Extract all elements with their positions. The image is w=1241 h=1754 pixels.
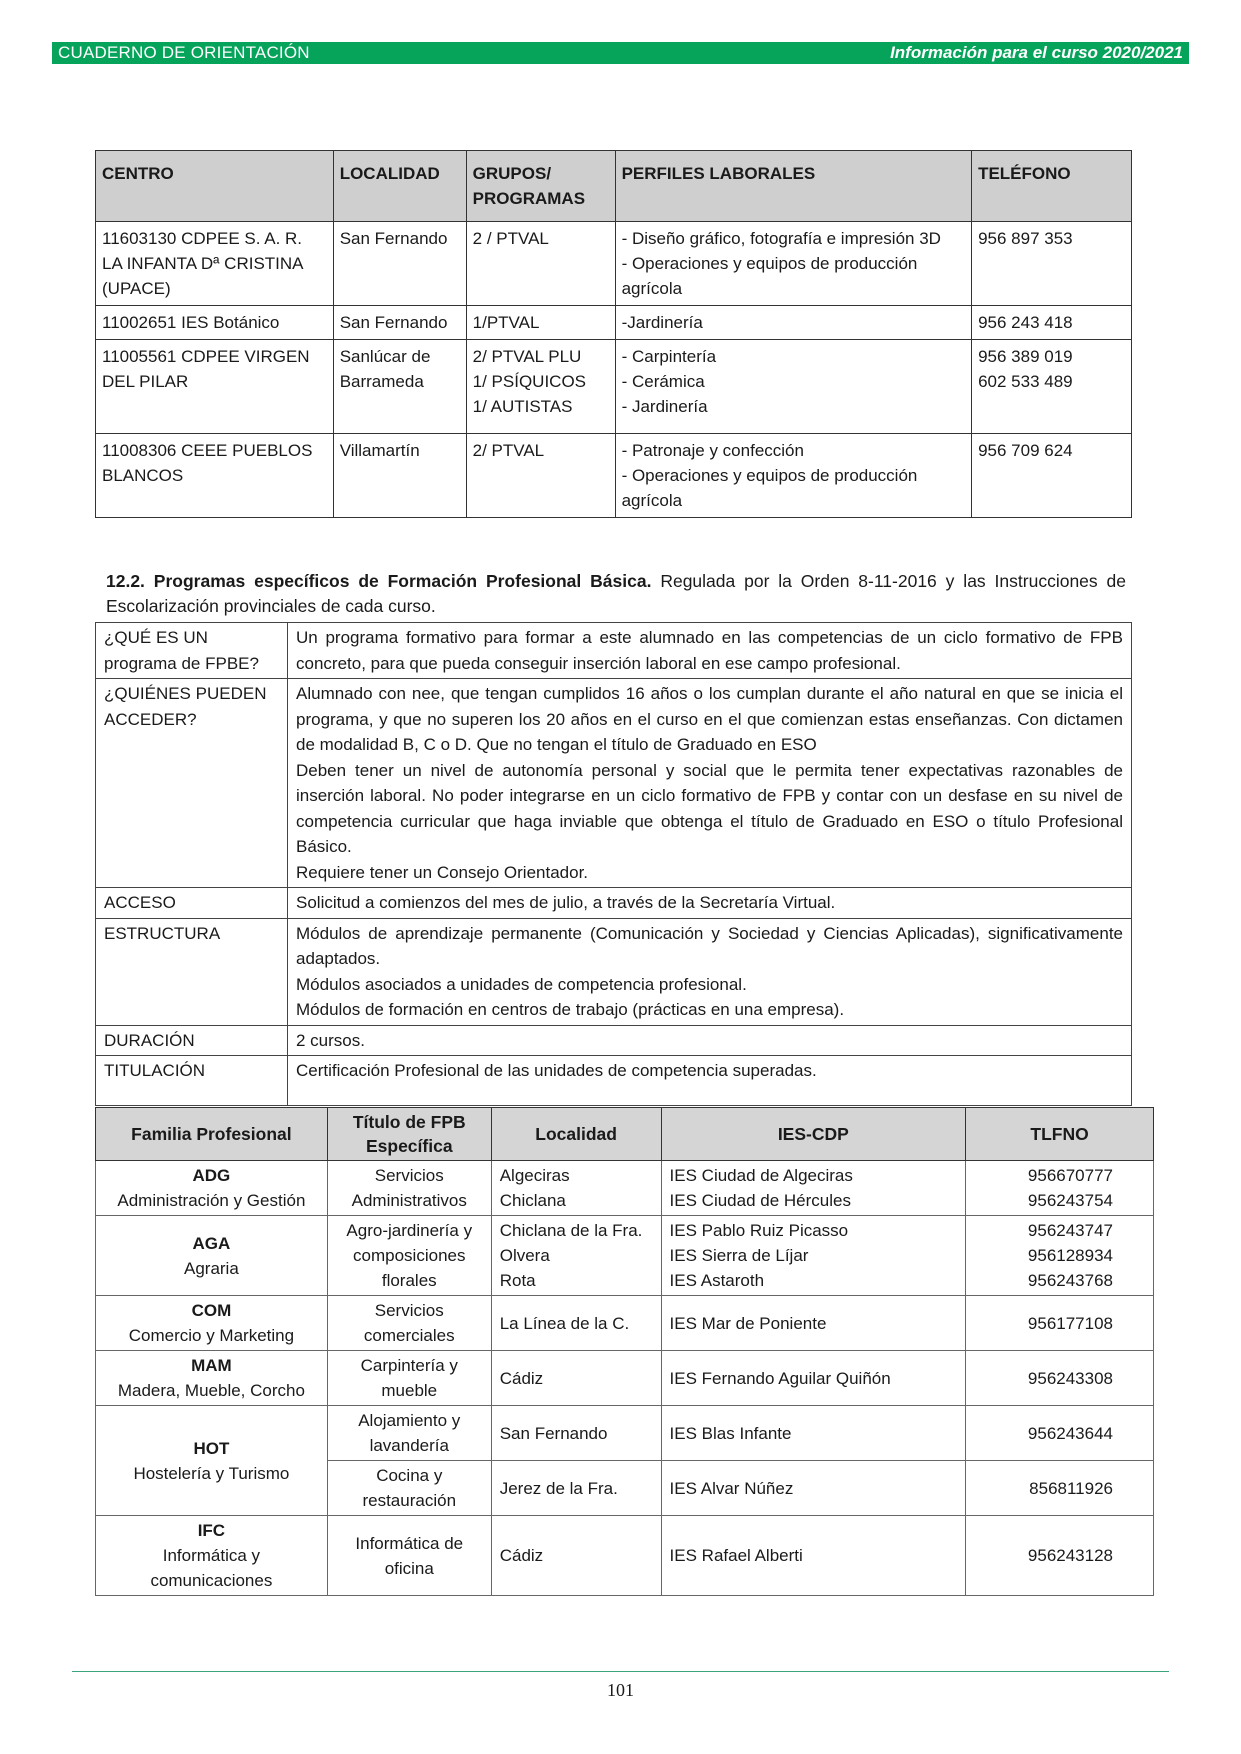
col-header-perfiles: PERFILES LABORALES — [615, 151, 972, 222]
cell-ies: IES Alvar Núñez — [661, 1461, 966, 1516]
cell-localidad: Chiclana de la Fra. Olvera Rota — [491, 1216, 661, 1296]
centros-table — [95, 150, 1132, 518]
cell-centro: 11008306 CEEE PUEBLOS BLANCOS — [96, 434, 334, 518]
header-course: Información para el curso 2020/2021 — [890, 43, 1183, 62]
col-header-familia: Familia Profesional — [96, 1108, 328, 1161]
cell-tlfno: 956243308 — [966, 1351, 1154, 1406]
cell-localidad: San Fernando — [491, 1406, 661, 1461]
table-header-row — [96, 151, 1132, 222]
cell-tlfno: 956243128 — [966, 1516, 1154, 1596]
fpbe-value: Alumnado con nee, que tengan cumplidos 16 años o los cumplan durante el año natural en que se inicia el programa, y que no superen los 20 años en el curso en el que comienzan estas enseñanzas. Con dictamen de modalidad B, C o D. Que no tengan el título de Graduado en ESO Deben tener un nivel de autonomía personal y social que le permita tener expectativas razonables de inserción laboral. No poder integrarse en un ciclo formativo de FPB y contar con un desfase en su nivel de competencia curricular que haga inviable que obtenga el título de Graduado en ESO o título Profesional Básico. Requiere tener un Consejo Orientador. — [288, 679, 1132, 888]
cell-ies: IES Rafael Alberti — [661, 1516, 966, 1596]
table-row — [96, 1056, 1132, 1106]
cell-localidad: Cádiz — [491, 1351, 661, 1406]
col-header-telefono: TELÉFONO — [972, 151, 1132, 222]
cell-localidad: Jerez de la Fra. — [491, 1461, 661, 1516]
cell-tlfno: 956670777 956243754 — [966, 1161, 1154, 1216]
section-text: Regulada por la Orden 8-11-2016 y las Instrucciones de Escolarización provinciales de cada curso. — [106, 571, 1127, 616]
cell-localidad: Villamartín — [333, 434, 466, 518]
col-header-grupos: GRUPOS/ PROGRAMAS — [466, 151, 615, 222]
header-bar — [52, 42, 1189, 64]
fpbe-value: Un programa formativo para formar a este alumnado en las competencias de un ciclo formativo de FPB concreto, para que pueda conseguir inserción laboral en ese campo profesional. — [288, 623, 1132, 679]
cell-titulo: Cocina y restauración — [327, 1461, 491, 1516]
cell-centro: 11005561 CDPEE VIRGEN DEL PILAR — [96, 340, 334, 434]
cell-familia — [96, 1161, 328, 1216]
col-header-centro: CENTRO — [96, 151, 334, 222]
page-number: 101 — [607, 1680, 634, 1700]
fpbe-key: ACCESO — [96, 888, 288, 919]
cell-familia — [96, 1296, 328, 1351]
cell-localidad: San Fernando — [333, 306, 466, 340]
table-row — [96, 340, 1132, 434]
family-code: AGA — [192, 1233, 231, 1253]
fpbe-key: ESTRUCTURA — [96, 918, 288, 1025]
cell-telefono: 956 389 019 602 533 489 — [972, 340, 1132, 434]
family-code: MAM — [191, 1356, 232, 1375]
col-header-ies: IES-CDP — [661, 1108, 966, 1161]
fpbe-key: ¿QUIÉNES PUEDEN ACCEDER? — [96, 679, 288, 888]
table-row — [96, 1351, 1154, 1406]
cell-ies: IES Blas Infante — [661, 1406, 966, 1461]
cell-centro: 11002651 IES Botánico — [96, 306, 334, 340]
cell-localidad: Cádiz — [491, 1516, 661, 1596]
family-name: Agraria — [183, 1258, 239, 1278]
table-row — [96, 1216, 1154, 1296]
table-row — [96, 1406, 1154, 1461]
familias-table — [95, 1107, 1154, 1596]
table-row — [96, 1296, 1154, 1351]
cell-grupos: 2/ PTVAL PLU 1/ PSÍQUICOS 1/ AUTISTAS — [466, 340, 615, 434]
cell-familia — [96, 1351, 328, 1406]
cell-familia — [96, 1216, 328, 1296]
cell-perfiles: - Diseño gráfico, fotografía e impresión 3D - Operaciones y equipos de producción agrícola — [615, 222, 972, 306]
cell-grupos: 2 / PTVAL — [466, 222, 615, 306]
cell-localidad: La Línea de la C. — [491, 1296, 661, 1351]
table-row — [96, 1025, 1132, 1056]
family-code: COM — [191, 1301, 232, 1320]
fpbe-key: DURACIÓN — [96, 1025, 288, 1056]
cell-titulo: Servicios comerciales — [327, 1296, 491, 1351]
cell-tlfno: 956243747 956128934 956243768 — [966, 1216, 1154, 1296]
table-row — [96, 623, 1132, 679]
col-header-titulo: Título de FPB Específica — [327, 1108, 491, 1161]
cell-ies: IES Mar de Poniente — [661, 1296, 966, 1351]
cell-grupos: 2/ PTVAL — [466, 434, 615, 518]
table-row — [96, 434, 1132, 518]
col-header-localidad: LOCALIDAD — [333, 151, 466, 222]
table-row — [96, 679, 1132, 888]
family-name: Administración y Gestión — [117, 1191, 306, 1210]
cell-tlfno: 956177108 — [966, 1296, 1154, 1351]
table-header-row — [96, 1108, 1154, 1161]
cell-centro: 11603130 CDPEE S. A. R. LA INFANTA Dª CRISTINA (UPACE) — [96, 222, 334, 306]
fpbe-value: Solicitud a comienzos del mes de julio, a través de la Secretaría Virtual. — [288, 888, 1132, 919]
table-row — [96, 918, 1132, 1025]
cell-telefono: 956 243 418 — [972, 306, 1132, 340]
cell-localidad: Algeciras Chiclana — [491, 1161, 661, 1216]
cell-titulo: Informática de oficina — [327, 1516, 491, 1596]
table-row — [96, 222, 1132, 306]
family-code: HOT — [193, 1438, 230, 1458]
cell-titulo: Agro-jardinería y composiciones florales — [327, 1216, 491, 1296]
cell-titulo: Carpintería y mueble — [327, 1351, 491, 1406]
cell-ies: IES Pablo Ruiz Picasso IES Sierra de Líjar IES Astaroth — [661, 1216, 966, 1296]
col-header-localidad: Localidad — [491, 1108, 661, 1161]
family-name: Hostelería y Turismo — [133, 1463, 290, 1483]
family-name: Comercio y Marketing — [128, 1326, 295, 1345]
fpbe-value: Certificación Profesional de las unidades de competencia superadas. — [288, 1056, 1132, 1106]
cell-perfiles: -Jardinería — [615, 306, 972, 340]
table-row — [96, 888, 1132, 919]
cell-familia — [96, 1406, 328, 1516]
cell-telefono: 956 897 353 — [972, 222, 1132, 306]
fpbe-info-table — [95, 622, 1132, 1106]
col-header-tlfno: TLFNO — [966, 1108, 1154, 1161]
family-code: ADG — [192, 1166, 231, 1185]
table-row — [96, 1516, 1154, 1596]
header-title: CUADERNO DE ORIENTACIÓN — [58, 43, 310, 62]
table-row — [96, 1161, 1154, 1216]
cell-ies: IES Fernando Aguilar Quiñón — [661, 1351, 966, 1406]
family-name: Madera, Mueble, Corcho — [117, 1381, 305, 1400]
table-row — [96, 306, 1132, 340]
cell-localidad: San Fernando — [333, 222, 466, 306]
cell-familia — [96, 1516, 328, 1596]
cell-titulo: Servicios Administrativos — [327, 1161, 491, 1216]
fpbe-key: TITULACIÓN — [96, 1056, 288, 1106]
cell-telefono: 956 709 624 — [972, 434, 1132, 518]
cell-perfiles: - Patronaje y confección - Operaciones y equipos de producción agrícola — [615, 434, 972, 518]
section-heading — [106, 569, 1126, 619]
cell-ies: IES Ciudad de Algeciras IES Ciudad de Hércules — [661, 1161, 966, 1216]
cell-perfiles: - Carpintería - Cerámica - Jardinería — [615, 340, 972, 434]
cell-tlfno: 856811926 — [966, 1461, 1154, 1516]
cell-tlfno: 956243644 — [966, 1406, 1154, 1461]
cell-grupos: 1/PTVAL — [466, 306, 615, 340]
footer-divider — [72, 1671, 1169, 1672]
family-name: Informática y comunicaciones — [150, 1546, 273, 1590]
family-code: IFC — [197, 1521, 226, 1540]
section-title: 12.2. Programas específicos de Formación Profesional Básica. — [106, 571, 652, 591]
fpbe-value: Módulos de aprendizaje permanente (Comunicación y Sociedad y Ciencias Aplicadas), significativamente adaptados. Módulos asociados a unidades de competencia profesional. Módulos de formación en centros de trabajo (prácticas en una empresa). — [288, 918, 1132, 1025]
cell-localidad: Sanlúcar de Barrameda — [333, 340, 466, 434]
fpbe-key: ¿QUÉ ES UN programa de FPBE? — [96, 623, 288, 679]
fpbe-value: 2 cursos. — [288, 1025, 1132, 1056]
cell-titulo: Alojamiento y lavandería — [327, 1406, 491, 1461]
